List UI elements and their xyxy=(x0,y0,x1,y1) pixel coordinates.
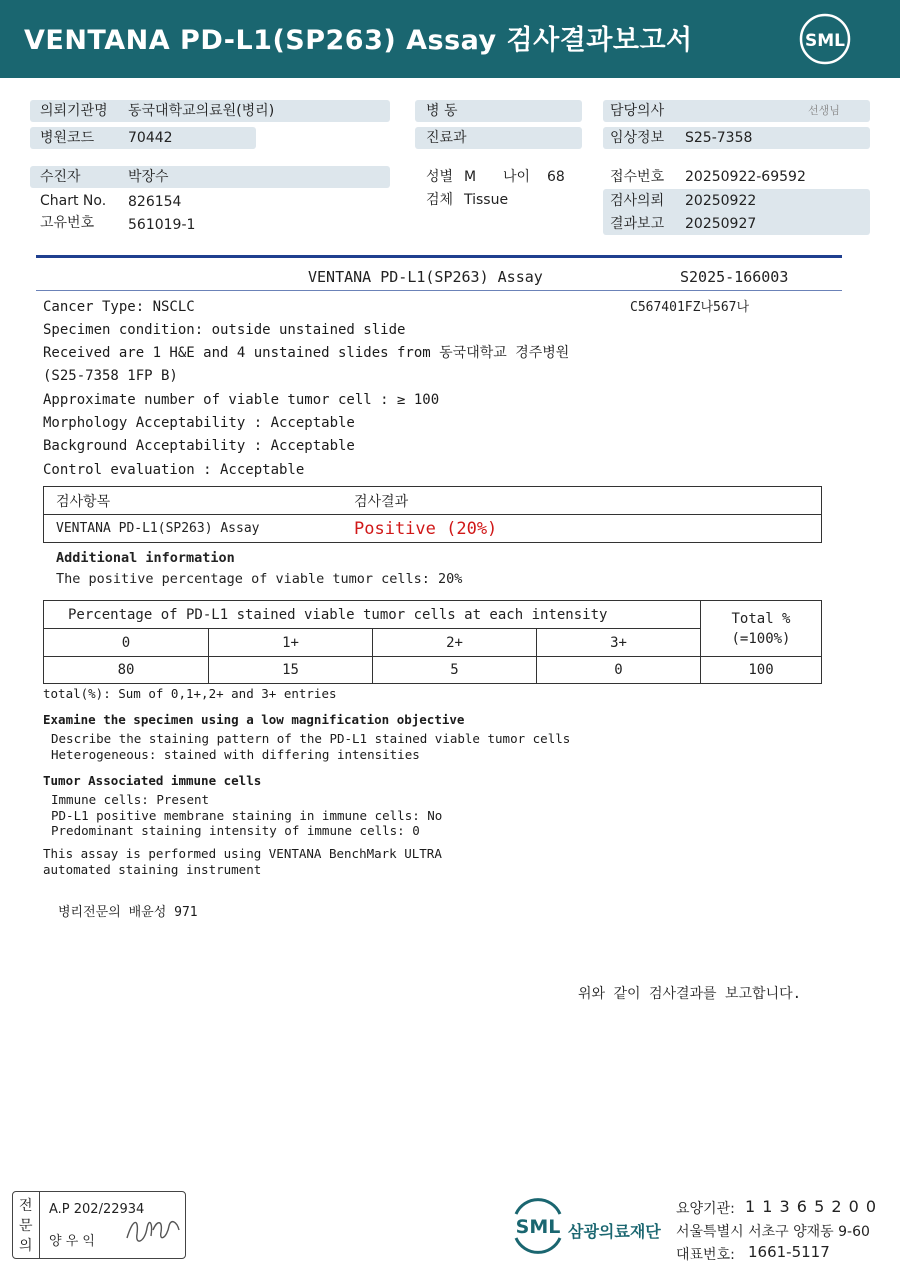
examine-line-1: Describe the staining pattern of the PD-L1 stained viable tumor cells xyxy=(51,731,571,746)
intensity-header-0: 0 xyxy=(44,629,209,657)
immune-line-2: PD-L1 positive membrane staining in immune cells: No xyxy=(51,808,443,823)
phone-value: 1661-5117 xyxy=(748,1243,830,1261)
result-item: VENTANA PD-L1(SP263) Assay xyxy=(44,515,347,543)
control-line: Control evaluation : Acceptable xyxy=(43,462,305,478)
report-number: S2025-166003 xyxy=(680,268,789,286)
pathologist: 병리전문의 배윤성 971 xyxy=(58,905,198,920)
intensity-header-1: 1+ xyxy=(209,629,373,657)
received-ref-line: (S25-7358 1FP B) xyxy=(43,368,178,384)
result-header-result: 검사결과 xyxy=(346,487,822,515)
institution-value: 동국대학교의료원(병리) xyxy=(128,103,275,119)
intensity-value-3: 0 xyxy=(537,657,701,684)
immune-line-3: Predominant staining intensity of immune cells: 0 xyxy=(51,823,420,838)
total-label-1: Total % xyxy=(731,610,791,627)
stamp-side-char-2: 문 xyxy=(19,1218,33,1234)
intensity-value-0: 80 xyxy=(44,657,209,684)
request-label: 검사의뢰 xyxy=(610,193,665,209)
hospital-code-label: 병원코드 xyxy=(40,130,95,146)
specimen-value: Tissue xyxy=(464,192,509,208)
intensity-header-3: 3+ xyxy=(537,629,701,657)
additional-title: Additional information xyxy=(56,550,235,566)
svg-text:SML: SML xyxy=(515,1216,561,1238)
viable-cell-line: Approximate number of viable tumor cell : ≥ 100 xyxy=(43,392,440,408)
doctor-label: 담당의사 xyxy=(610,103,665,119)
clinical-value: S25-7358 xyxy=(685,130,753,146)
examine-title: Examine the specimen using a low magnification objective xyxy=(43,712,465,727)
immune-line-1: Immune cells: Present xyxy=(51,792,210,807)
age-label: 나이 xyxy=(503,169,531,185)
immune-title: Tumor Associated immune cells xyxy=(43,773,262,788)
report-header xyxy=(0,0,900,78)
report-sub-rule xyxy=(36,290,842,291)
sex-label: 성별 xyxy=(426,169,454,185)
specialist-stamp xyxy=(12,1191,186,1259)
patient-value: 박장수 xyxy=(128,169,169,185)
total-header xyxy=(701,601,822,657)
doctor-suffix: 선생님 xyxy=(808,104,840,117)
chart-label: Chart No. xyxy=(40,193,107,209)
total-label-2: (=100%) xyxy=(731,630,791,647)
receipt-label: 접수번호 xyxy=(610,169,665,185)
stamp-license: A.P 202/22934 xyxy=(49,1202,145,1217)
department-label: 진료과 xyxy=(426,130,467,146)
unique-label: 고유번호 xyxy=(40,215,95,231)
ward-label: 병 동 xyxy=(426,103,458,119)
result-table xyxy=(43,486,822,543)
intensity-value-2: 5 xyxy=(373,657,537,684)
cancer-type-line: Cancer Type: NSCLC xyxy=(43,299,195,315)
hospital-code-value: 70442 xyxy=(128,130,173,146)
result-date-label: 결과보고 xyxy=(610,216,665,232)
report-top-rule xyxy=(36,255,842,258)
specimen-condition-line: Specimen condition: outside unstained slide xyxy=(43,322,406,338)
report-title: VENTANA PD-L1(SP263) Assay 검사결과보고서 xyxy=(24,25,693,56)
stamp-name: 양 우 익 xyxy=(49,1234,95,1249)
result-value: Positive (20%) xyxy=(346,515,822,543)
unique-value: 561019-1 xyxy=(128,217,196,233)
intensity-title: Percentage of PD-L1 stained viable tumor cells at each intensity xyxy=(44,601,701,629)
signature-icon xyxy=(123,1208,183,1252)
institution-label: 의뢰기관명 xyxy=(40,103,108,119)
stamp-side xyxy=(13,1192,40,1258)
closing-text: 위와 같이 검사결과를 보고합니다. xyxy=(578,986,802,1002)
assay-note-2: automated staining instrument xyxy=(43,862,262,877)
background-line: Background Acceptability : Acceptable xyxy=(43,438,355,454)
intensity-header-2: 2+ xyxy=(373,629,537,657)
foundation-address: 서울특별시 서초구 양재동 9-60 xyxy=(676,1224,870,1240)
foundation-name: 삼광의료재단 xyxy=(568,1222,661,1241)
result-header-item: 검사항목 xyxy=(44,487,347,515)
total-note: total(%): Sum of 0,1+,2+ and 3+ entries xyxy=(43,686,337,701)
sml-logo-icon xyxy=(798,12,852,66)
phone-label: 대표번호: xyxy=(676,1247,735,1263)
assay-title: VENTANA PD-L1(SP263) Assay xyxy=(308,268,543,286)
svg-text:SML: SML xyxy=(805,31,845,51)
stamp-side-char-1: 전 xyxy=(19,1198,33,1214)
intensity-value-1: 15 xyxy=(209,657,373,684)
result-date-value: 20250927 xyxy=(685,216,757,232)
intensity-table xyxy=(43,600,822,684)
agency-label: 요양기관: xyxy=(676,1201,735,1217)
chart-value: 826154 xyxy=(128,194,182,210)
stamp-side-char-3: 의 xyxy=(19,1238,33,1254)
additional-text: The positive percentage of viable tumor cells: 20% xyxy=(56,571,463,587)
sex-value: M xyxy=(464,169,477,185)
foundation-logo-icon xyxy=(508,1196,568,1254)
patient-row-bg xyxy=(30,166,390,188)
agency-value: 1 1 3 6 5 2 0 0 xyxy=(745,1197,878,1216)
report-code: C567401FZ나567나 xyxy=(630,300,750,315)
specimen-label: 검체 xyxy=(426,192,454,208)
intensity-total: 100 xyxy=(701,657,822,684)
request-value: 20250922 xyxy=(685,193,757,209)
age-value: 68 xyxy=(547,169,565,185)
clinical-label: 임상정보 xyxy=(610,130,665,146)
received-line: Received are 1 H&E and 4 unstained slides from 동국대학교 경주병원 xyxy=(43,345,570,361)
receipt-value: 20250922-69592 xyxy=(685,169,806,185)
examine-line-2: Heterogeneous: stained with differing intensities xyxy=(51,747,420,762)
assay-note-1: This assay is performed using VENTANA BenchMark ULTRA xyxy=(43,846,442,861)
morphology-line: Morphology Acceptability : Acceptable xyxy=(43,415,355,431)
patient-label: 수진자 xyxy=(40,169,81,185)
